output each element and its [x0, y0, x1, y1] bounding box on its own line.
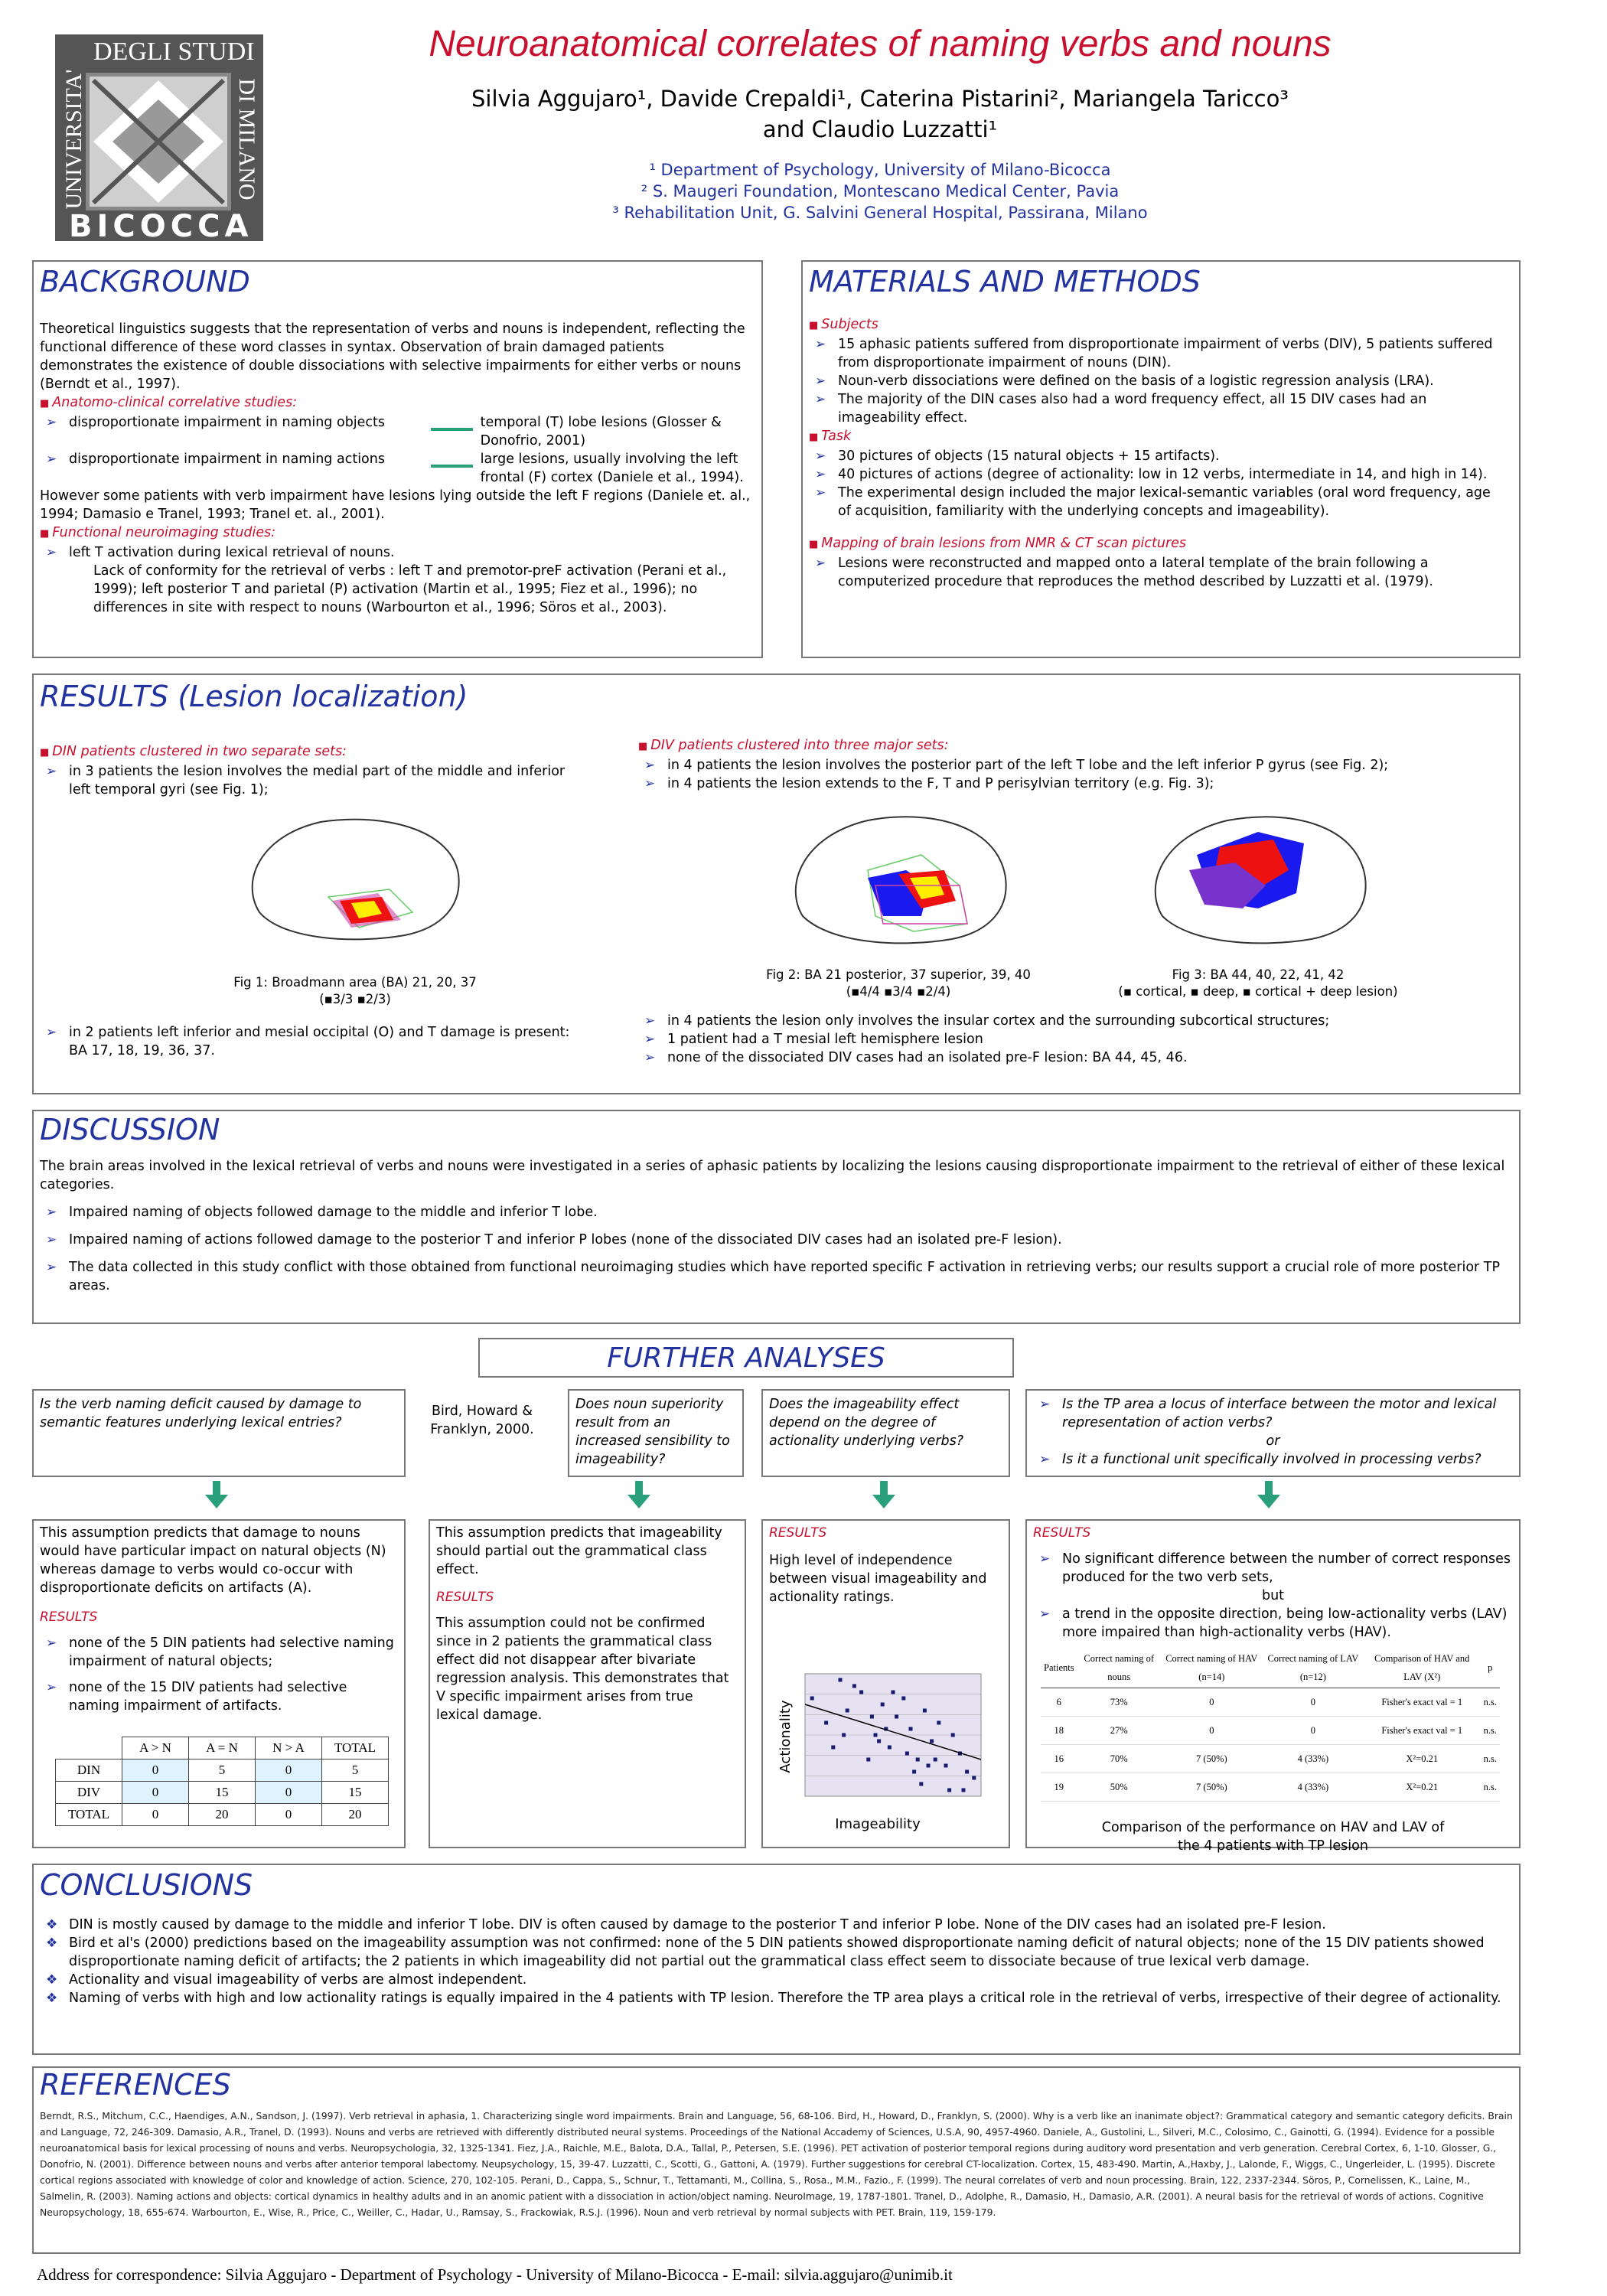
background-title: BACKGROUND: [40, 265, 250, 298]
data-point: [927, 1764, 931, 1768]
data-point: [888, 1746, 892, 1750]
answer-1-results: RESULTS: [40, 1609, 98, 1625]
subjects-2: ➢ Noun-verb dissociations were defined on the basis of a logistic regression analysis (LRA).: [815, 373, 1434, 389]
data-point: [962, 1789, 966, 1792]
logo-text-left: UNIVERSITA': [61, 69, 86, 210]
table-row: 19 50% 7 (50%) 4 (33%) X²=0.21 n.s.: [1041, 1773, 1500, 1802]
data-point: [934, 1758, 937, 1762]
authors-line1: Silvia Aggujaro¹, Davide Crepaldi¹, Caterina Pistarini², Mariangela Taricco³: [471, 86, 1289, 112]
conclusion-3: ❖ Actionality and visual imageability of verbs are almost independent.: [46, 1972, 527, 1988]
din-column-2: [40, 1023, 575, 1060]
data-point: [895, 1715, 898, 1719]
background-section: [32, 260, 763, 658]
further-title-box: [478, 1338, 1014, 1378]
div-column: [638, 736, 1503, 793]
question-3-box: [761, 1389, 1010, 1477]
university-logo: [55, 34, 263, 244]
dissociation-table: A > N A = N N > A TOTAL DIN 0 5 0 5 DIV 0 15 0 15 TOTAL 0 20 0 20: [55, 1737, 389, 1826]
anatomo-heading: ■ Anatomo-clinical correlative studies:: [40, 395, 298, 410]
answer-4-caption: Comparison of the performance on HAV and LAV of the 4 patients with TP lesion: [1101, 1820, 1445, 1854]
div-heading: ■ DIV patients clustered into three major sets:: [638, 738, 949, 753]
table-row: 18 27% 0 0 Fisher's exact val = 1 n.s.: [1041, 1717, 1500, 1745]
div-column-2: [638, 1012, 1503, 1067]
background-bullet-nouns: ➢ left T activation during lexical retrieval of nouns.: [46, 545, 395, 560]
discussion-body: [40, 1157, 1513, 1295]
fig3-brain: [1143, 809, 1373, 954]
question-3: Does the imageability effect depend on the degree of actionality underlying verbs?: [769, 1397, 964, 1449]
discussion-intro: The brain areas involved in the lexical retrieval of verbs and nouns were investigated in a series of aphasic patients by localizing the lesions causing disproportionate impairment to the retrieval of either of these lexical categories.: [40, 1159, 1505, 1192]
logo-text-bottom: BICOCCA: [69, 209, 253, 244]
data-point: [919, 1782, 923, 1786]
discussion-title: DISCUSSION: [40, 1113, 220, 1146]
task-heading: ■ Task: [809, 429, 852, 444]
results-section: [32, 673, 1521, 1094]
answer-1-box: [32, 1519, 406, 1848]
data-point: [824, 1721, 828, 1725]
references-title: REFERENCES: [40, 2068, 231, 2102]
data-point: [951, 1733, 955, 1737]
din-2: ➢ in 2 patients left inferior and mesial occipital (O) and T damage is present: BA 17, 18, 19, 36, 37.: [46, 1025, 570, 1058]
green-arrow-icon: [431, 454, 473, 468]
fig1-caption: Fig 1: Broadmann area (BA) 21, 20, 37: [233, 975, 477, 990]
fig2-caption: Fig 2: BA 21 posterior, 37 superior, 39, 40: [766, 967, 1031, 982]
data-point: [892, 1691, 895, 1694]
neuroimaging-heading: ■ Functional neuroimaging studies:: [40, 525, 276, 540]
data-point: [947, 1789, 951, 1792]
further-title: FURTHER ANALYSES: [607, 1342, 885, 1374]
authors-line2: and Claudio Luzzatti¹: [762, 116, 998, 142]
fig2-brain: [784, 809, 1013, 954]
answer-1-text: This assumption predicts that damage to nouns would have particular impact on natural objects (N) whereas damage to verbs would co-occur with disproportionate deficits on artifacts (A).: [40, 1525, 386, 1596]
conclusion-4: ❖ Naming of verbs with high and low actionality ratings is equally impaired in the 4 patients with TP lesion. Therefore the TP area plays a critical role in the retrieval of verbs, irrespective of their degree of actionality.: [46, 1991, 1501, 2006]
logo-graphic: [86, 73, 231, 210]
question-2-box: [568, 1389, 744, 1477]
answer-4-r1: ➢ No significant difference between the number of correct responses produced for the two verb sets,: [1039, 1551, 1511, 1585]
references-section: [32, 2066, 1521, 2254]
answer-4-r2: ➢ a trend in the opposite direction, being low-actionality verbs (LAV) more impaired than high-actionality verbs (HAV).: [1039, 1606, 1508, 1640]
data-point: [874, 1733, 878, 1737]
affiliation-2: ² S. Maugeri Foundation, Montescano Medical Center, Pavia: [641, 182, 1120, 201]
answer-4-but: but: [1261, 1588, 1285, 1603]
table-row: 6 73% 0 0 Fisher's exact val = 1 n.s.: [1041, 1688, 1500, 1717]
logo-text-top: DEGLI STUDI: [93, 38, 255, 66]
mapping-heading: ■ Mapping of brain lesions from NMR & CT scan pictures: [809, 536, 1187, 551]
question-1-box: [32, 1389, 406, 1477]
answer-2-r: This assumption could not be confirmed since in 2 patients the grammatical class effect did not disappear after bivariate regression analysis. This demonstrates that V specific impairment arises from true lexical damage.: [436, 1616, 729, 1723]
answer-2-results: RESULTS: [436, 1590, 494, 1605]
data-point: [877, 1740, 881, 1743]
din-column: [40, 742, 575, 799]
methods-body: [809, 315, 1505, 591]
chart-xlabel: Imageability: [835, 1816, 921, 1832]
data-point: [905, 1752, 909, 1756]
down-arrow-icon: [1257, 1481, 1280, 1510]
discussion-p1: ➢ Impaired naming of objects followed damage to the middle and inferior T lobe.: [46, 1205, 598, 1220]
down-arrow-icon: [205, 1481, 228, 1510]
question-4b: ➢ Is it a functional unit specifically involved in processing verbs?: [1039, 1452, 1482, 1467]
table-row: DIN 0 5 0 5: [56, 1760, 389, 1782]
down-arrow-icon: [872, 1481, 895, 1510]
background-para2: However some patients with verb impairment have lesions lying outside the left F regions (Daniele et. al., 1994; Damasio e Tranel, 1993; Tranel et. al., 2001).: [40, 488, 751, 522]
question-4-box: [1025, 1389, 1521, 1477]
div-3: ➢ in 4 patients the lesion only involves the insular cortex and the surrounding subcortical structures;: [644, 1013, 1330, 1029]
conclusions-body: [40, 1916, 1513, 2007]
div-2: ➢ in 4 patients the lesion extends to the F, T and P perisylvian territory (e.g. Fig. 3);: [644, 776, 1214, 791]
data-point: [842, 1733, 846, 1737]
mapping-1: ➢ Lesions were reconstructed and mapped onto a lateral template of the brain following a computerized procedure that reproduces the method described by Luzzatti et al. (1979).: [815, 556, 1433, 589]
data-point: [923, 1709, 927, 1713]
answer-4-results: RESULTS: [1033, 1525, 1091, 1541]
bird-citation: Bird, Howard & Franklyn, 2000.: [430, 1404, 534, 1437]
table-row: TOTAL 0 20 0 20: [56, 1804, 389, 1826]
fig3-legend: (▪ cortical, ▪ deep, ▪ cortical + deep lesion): [1118, 984, 1398, 999]
conclusion-2: ❖ Bird et al's (2000) predictions based on the imageability assumption was not confirmed: none of the 5 DIN patients showed disproportionate naming deficit of natural objects; none of the 15 DIV patients showed disproportionate naming deficit of artifacts; the 2 patients in which imageability did not partial out the grammatical class effect seem to dissociate because of true lexical verb damage.: [46, 1936, 1485, 1969]
poster-title: Neuroanatomical correlates of naming verbs and nouns: [429, 24, 1332, 64]
data-point: [972, 1776, 976, 1780]
conclusions-section: [32, 1864, 1521, 2055]
green-arrow-icon: [431, 417, 473, 431]
background-body: [40, 320, 751, 617]
task-3: ➢ The experimental design included the major lexical-semantic variables (oral word frequency, age of acquisition, familiarity with the underlying concepts and imageability).: [815, 485, 1491, 519]
table-row: 16 70% 7 (50%) 4 (33%) X²=0.21 n.s.: [1041, 1745, 1500, 1773]
data-point: [846, 1709, 849, 1713]
imageability-scatter-chart: [790, 1666, 996, 1812]
fig1-legend: (▪3/3 ▪2/3): [319, 992, 391, 1006]
correspondence-address: Address for correspondence: Silvia Aggujaro - Department of Psychology - University of Milano-Bicocca - E-mail: silvia.aggujaro@unimib.it: [37, 2265, 953, 2284]
question-2: Does noun superiority result from an increased sensibility to imageability?: [575, 1397, 730, 1467]
data-point: [852, 1684, 856, 1688]
din-heading: ■ DIN patients clustered in two separate sets:: [40, 744, 347, 759]
subjects-heading: ■ Subjects: [809, 317, 878, 332]
background-bullet-actions: ➢ disproportionate impairment in naming actions large lesions, usually involving the left frontal (F) cortex (Daniele et al., 1994).: [46, 452, 744, 485]
methods-title: MATERIALS AND METHODS: [809, 265, 1201, 298]
data-point: [965, 1770, 969, 1774]
data-point: [839, 1678, 843, 1682]
task-1: ➢ 30 pictures of objects (15 natural objects + 15 artifacts).: [815, 448, 1220, 464]
div-5: ➢ none of the dissociated DIV cases had an isolated pre-F lesion: BA 44, 45, 46.: [644, 1050, 1188, 1065]
subjects-1: ➢ 15 aphasic patients suffered from disproportionate impairment of verbs (DIV), 5 patients suffered from disproportionate impairment of nouns (DIN).: [815, 337, 1493, 370]
answer-1-r1: ➢ none of the 5 DIN patients had selective naming impairment of natural objects;: [46, 1636, 394, 1669]
data-point: [859, 1691, 863, 1694]
task-2: ➢ 40 pictures of actions (degree of actionality: low in 12 verbs, intermediate in 14, and high in 14).: [815, 467, 1488, 482]
conclusions-title: CONCLUSIONS: [40, 1868, 253, 1902]
logo-text-right: DI MILANO: [234, 78, 259, 201]
fig3-caption: Fig 3: BA 44, 40, 22, 41, 42: [1172, 967, 1345, 982]
background-verbs-text: Lack of conformity for the retrieval of verbs : left T and premotor-preF activation (Perani et al., 1999); left posterior T and parietal (P) activation (Martin et al., 1995; Fiez et al., 1996); no differences in site with respect to nouns (Warbourton et al., 1996; Söros et al., 2003).: [93, 563, 727, 615]
answer-3-results: RESULTS: [769, 1525, 827, 1541]
answer-3-box: [761, 1519, 1010, 1848]
answer-4-box: [1025, 1519, 1521, 1854]
din-1: ➢ in 3 patients the lesion involves the medial part of the middle and inferior left temporal gyri (see Fig. 1);: [46, 764, 566, 797]
data-point: [916, 1758, 920, 1762]
answer-2-box: [429, 1519, 746, 1848]
data-point: [810, 1697, 814, 1701]
data-point: [909, 1727, 913, 1731]
data-point: [937, 1721, 940, 1725]
data-point: [881, 1703, 885, 1707]
data-point: [870, 1715, 874, 1719]
data-point: [866, 1758, 870, 1762]
answer-3-r: High level of independence between visual imageability and actionality ratings.: [769, 1553, 987, 1605]
down-arrow-icon: [627, 1481, 650, 1510]
answer-1-r2: ➢ none of the 15 DIV patients had selective naming impairment of artifacts.: [46, 1680, 347, 1714]
data-point: [944, 1764, 948, 1768]
conclusion-1: ❖ DIN is mostly caused by damage to the middle and inferior T lobe. DIV is often caused by damage to the posterior T and inferior P lobe. None of the DIV cases had an isolated pre-F lesion.: [46, 1917, 1326, 1932]
results-title: RESULTS (Lesion localization): [40, 680, 468, 713]
affiliation-3: ³ Rehabilitation Unit, G. Salvini General Hospital, Passirana, Milano: [612, 204, 1148, 222]
div-4: ➢ 1 patient had a T mesial left hemisphere lesion: [644, 1032, 983, 1047]
data-point: [912, 1770, 916, 1774]
references-text: Berndt, R.S., Mitchum, C.C., Haendiges, A.N., Sandson, J. (1997). Verb retrieval in aphasia, 1. Characterizing single word impairments. Brain and Language, 56, 68-106. Bird, H., Howard, D., Franklyn, S. (2000). Why is a verb like an inanimate object?: Grammatical category and semantic category deficits. Brain and Language, 72, 246-309. Damasio, A.R., Tranel, D. (1993). Nouns and verbs are retrieved with differently distributed neural systems. Proceedings of the National Accademy of Sciences, U.S.A, 90, 4957-4960. Daniele, A., Gustolini, L., Silveri, M.C., Colosimo, C., Gainotti, G. (1994). Evidence for a possible neuroanatomical basis for lexical processing of nouns and verbs. Neuropsychologia, 32, 1325-1341. Fiez, J.A., Raichle, M.E., Balota, D.A., Tallal, P., Petersen, S.E. (1996). PET activation of posterior temporal regions during auditory word presentation and verb generation. Cerebral Cortex, 6, 1-10. Glosser, G., Donofrio, N. (2001). Difference between nouns and verbs after anterior temporal labectomy. Neupsychology, 15, 39-47. Luzzatti, C., Scotti, G., Gattoni, A. (1979). Further suggestions for cerebral CT-localization. Cortex, 15, 483-490. Martin, A.,Haxby, J., Lalonde, F., Wiggs, C., Ungerleider, L. (1995). Discrete cortical regions associated with knowledge of color and knowledge of action. Science, 270, 102-105. Perani, D., Cappa, S., Schnur, T., Tettamanti, M., Collina, S., Rosa., M.M., Fazio., F. (1999). The neural correlates of verb and noun processing. Brain, 122, 2337-2344. Söros, P., Cornelissen, K., Laine, M., Salmelin, R. (2003). Naming actions and objects: cortical dynamics in healthy adults and in an anomic patient with a dissociation in action/object naming. NeuroImage, 19, 1787-1801. Tranel, D., Adolphe, R., Damasio, H., Damasio, A.R. (2001). A neural basis for the retrieval of words of actions. Cognitive Neuropsychology, 18, 655-674. Warbourton, E., Wise, R., Price, C., Weiller, C., Hadar, U., Ramsay, S., Frackowiak, R.S.J. (1996). Noun and verb retrieval by normal subjects with PET. Brain, 119, 159-179.: [40, 2110, 1513, 2218]
background-intro: Theoretical linguistics suggests that the representation of verbs and nouns is independent, reflecting the functional difference of these word classes in syntax. Observation of brain damaged patients demonstrates the existence of double dissociations with selective impairments for either verbs or nouns (Berndt et al., 1997).: [40, 321, 745, 392]
div-1: ➢ in 4 patients the lesion involves the posterior part of the left T lobe and the left inferior P gyrus (see Fig. 2);: [644, 758, 1389, 773]
question-4-or: or: [1266, 1433, 1280, 1449]
methods-section: [801, 260, 1521, 658]
logo-emblem: [86, 73, 231, 210]
discussion-p2: ➢ Impaired naming of actions followed damage to the posterior T and inferior P lobes (none of the dissociated DIV cases had an isolated pre-F lesion).: [46, 1232, 1062, 1247]
discussion-section: [32, 1110, 1521, 1324]
table-row: DIV 0 15 0 15: [56, 1782, 389, 1804]
discussion-p3: ➢ The data collected in this study conflict with those obtained from functional neuroimaging studies which have reported specific F activation in retrieving verbs; our results support a crucial role of more posterior TP areas.: [46, 1260, 1501, 1293]
fig1-brain: [236, 813, 466, 947]
hav-lav-table: Patients Correct naming of nouns Correct naming of HAV (n=14) Correct naming of LAV (n=12) Comparison of HAV and LAV (X²) p 6 73% 0 0 Fisher's exact val = 1 n.s. 18 27% 0 0 Fisher's exact val = 1 n.s. 16 70% 7 (50%) 4 (33%) X²=0.21 n.s. 19 50% 7 (50%) 4 (33%) X²=0.21 n.s.: [1041, 1648, 1500, 1802]
question-4a: ➢ Is the TP area a locus of interface between the motor and lexical representation of action verbs?: [1039, 1397, 1497, 1430]
question-1: Is the verb naming deficit caused by damage to semantic features underlying lexical entries?: [40, 1397, 362, 1430]
affiliation-1: ¹ Department of Psychology, University of Milano-Bicocca: [649, 161, 1111, 179]
background-bullet-objects: ➢ disproportionate impairment in naming objects temporal (T) lobe lesions (Glosser & Donofrio, 2001): [46, 415, 722, 448]
data-point: [901, 1697, 905, 1701]
data-point: [831, 1746, 835, 1750]
chart-ylabel: Actionality: [777, 1700, 794, 1773]
answer-2-text: This assumption predicts that imageability should partial out the grammatical class effect.: [436, 1525, 722, 1577]
subjects-3: ➢ The majority of the DIN cases also had a word frequency effect, all 15 DIV cases had an imageability effect.: [815, 392, 1427, 426]
data-point: [930, 1740, 934, 1743]
fig2-legend: (▪4/4 ▪3/4 ▪2/4): [846, 984, 951, 999]
